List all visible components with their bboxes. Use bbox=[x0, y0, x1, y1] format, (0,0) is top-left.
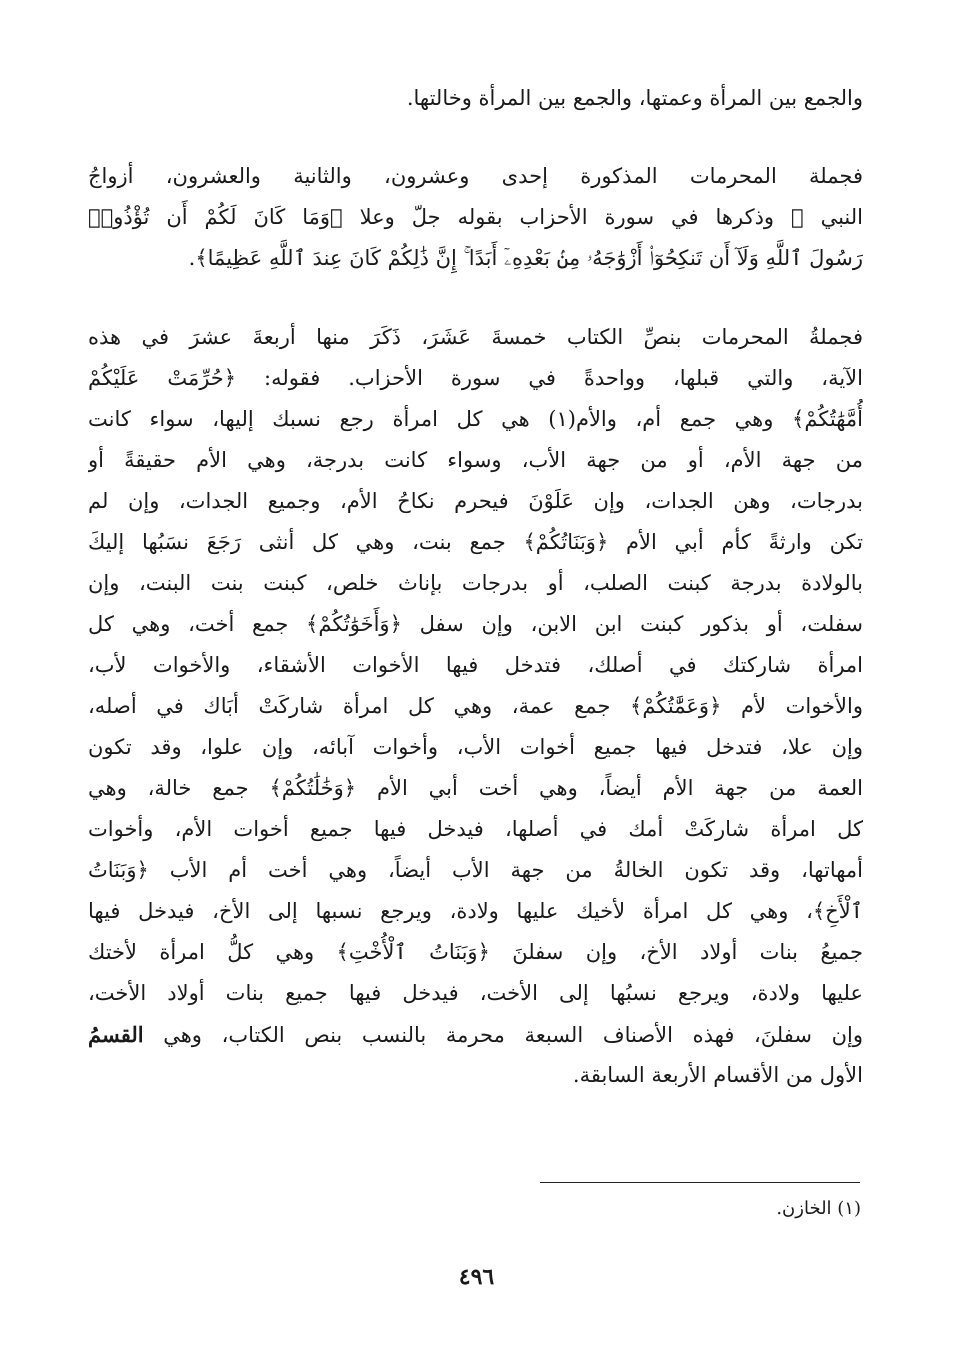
text-line: وإن علا، فتدخل فيها جميع أخوات الأب، وأخوات آبائه، وإن علوا، وقد تكون bbox=[88, 735, 863, 759]
text-line: والأخوات لأم ﴿وَعَمَّٰتُكُمْ﴾ جمع عمة، وهي كل امرأة شاركَتْ أبَاك في أصله، bbox=[88, 694, 863, 718]
page-body bbox=[88, 78, 863, 1096]
bold-term: القسمُ bbox=[88, 1022, 144, 1047]
text-line: كل امرأة شاركَتْ أمك في أصلها، فيدخل فيها جميع أخوات الأم، وأخوات bbox=[88, 817, 863, 841]
footnote-separator bbox=[540, 1182, 860, 1183]
paragraph-1 bbox=[88, 78, 863, 119]
paragraph-3 bbox=[88, 317, 863, 1096]
text-line: عليها ولادة، ويرجع نسبُها إلى الأخت، فيدخل فيها جميع بنات أولاد الأخت، bbox=[88, 981, 863, 1005]
text-line: النبي ﷺ وذكرها في سورة الأحزاب بقوله جلّ وعلا ﴿وَمَا كَانَ لَكُمْ أَن تُؤْذُوا۟ bbox=[88, 205, 863, 229]
text-line: أمهاتها، وقد تكون الخالةُ من جهة الأب أيضاً، وهي أخت أم الأب ﴿وَبَنَاتُ bbox=[88, 858, 863, 882]
footnote: (١) الخازن. bbox=[776, 1198, 861, 1219]
text-line: العمة من جهة الأم أيضاً، وهي أخت أبي الأم ﴿وَخَٰلَٰتُكُمْ﴾ جمع خالة، وهي bbox=[88, 776, 863, 800]
paragraph-2 bbox=[88, 156, 863, 279]
text-line: تكن وارثةً كأم أبي الأم ﴿وَبَنَاتُكُمْ﴾ جمع بنت، وهي كل أنثى رَجَعَ نسَبُها إليكَ bbox=[88, 530, 863, 554]
page-number: ٤٩٦ bbox=[458, 1264, 495, 1290]
text-line: سفلت، أو بذكور كبنت ابن الابن، وإن سفل ﴿وَأَخَوَٰتُكُمْ﴾ جمع أخت، وهي كل bbox=[88, 612, 863, 636]
text-line-with-bold: الأول من الأقسام الأربعة السابقة. bbox=[572, 1063, 863, 1087]
text-line: من جهة الأم، أو من جهة الأب، وسواء كانت بدرجة، وهي الأم حقيقةً أو bbox=[88, 448, 863, 472]
text-line: فجملةُ المحرمات بنصِّ الكتاب خمسةَ عَشَرَ، ذَكَرَ منها أربعةَ عشرَ في هذه bbox=[88, 325, 863, 349]
text-line-with-bold: وإن سفلنَ، فهذه الأصناف السبعة محرمة بالنسب بنص الكتاب، وهي القسمُ bbox=[88, 1022, 863, 1047]
text-line: بالولادة بدرجة كبنت الصلب، أو بدرجات بإناث خلص، كبنت بنت البنت، وإن bbox=[88, 571, 863, 595]
text-line: بدرجات، وهن الجدات، وإن عَلَوْنَ فيحرم نكاحُ الأم، وجميع الجدات، وإن لم bbox=[88, 489, 863, 513]
text-line: رَسُولَ ٱللَّهِ وَلَآ أَن تَنكِحُوٓا۟ أَزْوَٰجَهُۥ مِنۢ بَعْدِهِۦٓ أَبَدًا ۚ إِنَّ ذَٰلِكُمْ كَانَ عِندَ ٱللَّهِ عَظِيمًا﴾. bbox=[188, 246, 863, 270]
text-line: فجملة المحرمات المذكورة إحدى وعشرون، والثانية والعشرون، أزواجُ bbox=[88, 164, 863, 188]
text-line: ٱلْأَخِ﴾، وهي كل امرأة لأخيك عليها ولادة، ويرجع نسبها إلى الأخ، فيدخل فيها bbox=[88, 899, 863, 923]
text-line: أُمَّهَٰتُكُمْ﴾ وهي جمع أم، والأم(١) هي كل امرأة رجع نسبك إليها، سواء كانت bbox=[88, 407, 863, 431]
text-line: والجمع بين المرأة وعمتها، والجمع بين المرأة وخالتها. bbox=[406, 86, 863, 110]
text-line: جميعُ بنات أولاد الأخ، وإن سفلنَ ﴿وَبَنَاتُ ٱلْأُخْتِ﴾ وهي كلُّ امرأة لأختك bbox=[88, 940, 863, 964]
text-line: امرأة شاركتك في أصلك، فتدخل فيها الأخوات الأشقاء، والأخوات لأب، bbox=[88, 653, 863, 677]
text-line: الآية، والتي قبلها، وواحدةً في سورة الأحزاب. فقوله: ﴿حُرِّمَتْ عَلَيْكُمْ bbox=[88, 366, 863, 390]
